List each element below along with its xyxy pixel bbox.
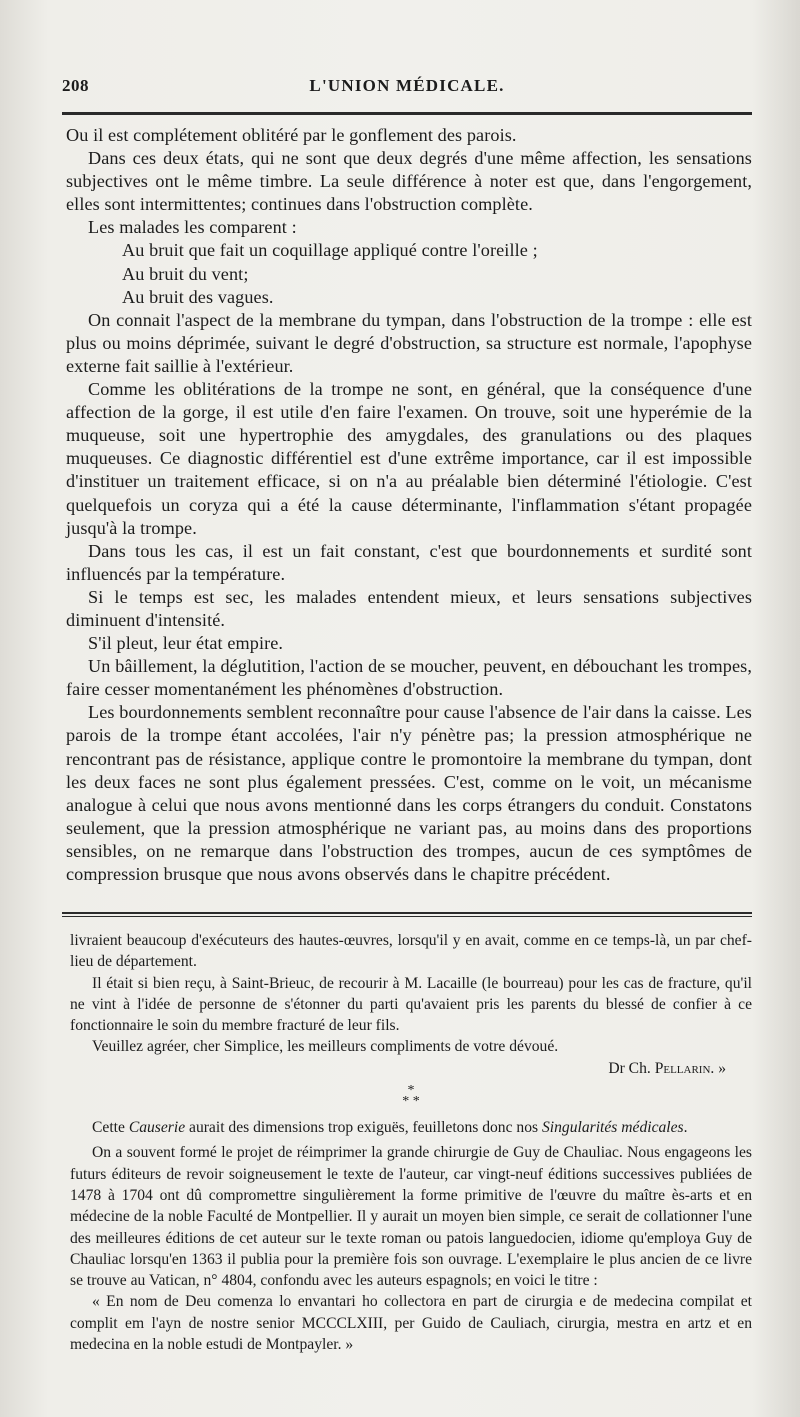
page-number: 208 [62, 76, 89, 95]
list-item: Au bruit des vagues. [122, 286, 274, 307]
signature [70, 1058, 752, 1079]
paragraph: Les bourdonnements semblent reconnaître pour cause l'absence de l'air dans la caisse. Les parois de la trompe étant accolées, l'air n'y pénètre pas; la pression atmosphérique ne rencontrant pas de résistance, applique contre le promontoire la membrane du tympan, dont les deux faces ne sont plus également pressées. C'est, comme on le voit, un mécanisme analogue à celui que nous avons mentionné dans les corps étrangers du conduit. Constatons seulement, que la pression atmosphérique ne variant pas, au moins dans des proportions sensibles, on ne remarque dans l'obstruction des trompes, aucun de ces symptômes de compression brusque que nous avons observés dans le chapitre précédent. [66, 702, 752, 884]
text-run: Cette [92, 1119, 129, 1137]
list-item: Au bruit du vent; [122, 263, 249, 284]
signature-suffix: . » [710, 1059, 726, 1077]
paragraph: Dans tous les cas, il est un fait constant, c'est que bourdonnements et surdité sont influencés par la température. [66, 540, 752, 584]
paragraph: Les malades les comparent : [88, 217, 297, 238]
text-run: aurait des dimensions trop exiguës, feuilletons donc nos [185, 1119, 542, 1137]
feuilleton-section [70, 930, 752, 1355]
feuilleton-separator-rule [62, 912, 752, 917]
feuilleton-paragraph [70, 1117, 752, 1138]
paragraph: Dans ces deux états, qui ne sont que deux degrés d'une même affection, les sensations subjectives ont le même timbre. La seule différence à noter est que, dans l'engorgement, elles sont intermittentes; continues dans l'obstruction complète. [66, 148, 752, 215]
italic-causerie: Causerie [128, 1119, 186, 1137]
feuilleton-paragraph: livraient beaucoup d'exécuteurs des hautes-œuvres, lorsqu'il y en avait, comme en ce temps-là, un par chef-lieu de département. [70, 932, 752, 971]
feuilleton-quote: « En nom de Deu comenza lo envantari ho collectora en part de cirurgia e de medecina compilat et complit em l'ayn de nostre senior MCCCLXIII, per Guido de Cauliach, cirurgia, mestra en artz et en medecina en la noble estudi de Montpayler. » [70, 1293, 752, 1354]
asterism-top: * [407, 1083, 415, 1099]
list-item: Au bruit que fait un coquillage appliqué contre l'oreille ; [122, 240, 538, 261]
paragraph: Ou il est complétement oblitéré par le gonflement des parois. [66, 125, 517, 145]
asterism [70, 1083, 752, 1110]
feuilleton-paragraph: On a souvent formé le projet de réimprimer la grande chirurgie de Guy de Chauliac. Nous engageons les futurs éditeurs de revoir soigneusement le texte de l'auteur, car vingt-neuf éditions successives publiées de 1478 à 1704 ont dû compromettre singulièrement la forme primitive de l'œuvre du maître ès-arts et en médecine de la noble Faculté de Montpellier. Il y aurait un moyen bien simple, ce serait de collationner l'une des meilleures éditions de cet auteur sur le texte roman ou patois languedocien, idiome qu'employa Guy de Chauliac lorsqu'en 1363 il publia pour la première fois son ouvrage. L'exemplaire le plus ancien de ce livre se trouve au Vatican, n° 4804, confondu avec les auteurs espagnols; en voici le titre : [70, 1144, 752, 1290]
paragraph: S'il pleut, leur état empire. [88, 633, 284, 654]
paragraph: Un bâillement, la déglutition, l'action de se moucher, peuvent, en débouchant les trompes, faire cesser momentanément les phénomènes d'obstruction. [66, 656, 752, 700]
paragraph: On connait l'aspect de la membrane du tympan, dans l'obstruction de la trompe : elle est plus ou moins déprimée, suivant le degré d'obstruction, sa structure est normale, l'apophyse externe fait saillie à l'extérieur. [66, 309, 752, 376]
signature-name: Pellarin [654, 1059, 711, 1077]
feuilleton-paragraph: Veuillez agréer, cher Simplice, les meilleurs compliments de votre dévoué. [92, 1038, 559, 1056]
asterism-bottom: * * [402, 1094, 420, 1110]
page-header [62, 76, 752, 104]
signature-prefix: Dr Ch. [608, 1059, 651, 1077]
italic-singularites: Singularités médicales [541, 1119, 684, 1137]
header-rule [62, 112, 752, 115]
paragraph: Si le temps est sec, les malades entendent mieux, et leurs sensations subjectives diminuent d'intensité. [66, 586, 752, 630]
text-run: . [683, 1119, 688, 1137]
feuilleton-paragraph: Il était si bien reçu, à Saint-Brieuc, de recourir à M. Lacaille (le bourreau) pour les cas de fracture, qu'il ne vint à l'idée de personne de s'étonner du parti qu'avaient pris les parents du blessé de confier à ce fonctionnaire le soin du membre fracturé de leur fils. [70, 974, 752, 1035]
main-article-text [66, 124, 752, 886]
running-title: L'UNION MÉDICALE. [309, 76, 505, 95]
paragraph: Comme les oblitérations de la trompe ne sont, en général, que la conséquence d'une affection de la gorge, il est utile d'en faire l'examen. On trouve, soit une hyperémie de la muqueuse, soit une hypertrophie des amygdales, des granulations ou des plaques muqueuses. Ce diagnostic différentiel est d'une extrême importance, car il est impossible d'instituer un traitement efficace, si on n'a au préalable bien déterminé l'étiologie. C'est quelquefois un coryza qui a été la cause déterminante, l'inflammation s'étant propagée jusqu'à la trompe. [66, 379, 752, 538]
